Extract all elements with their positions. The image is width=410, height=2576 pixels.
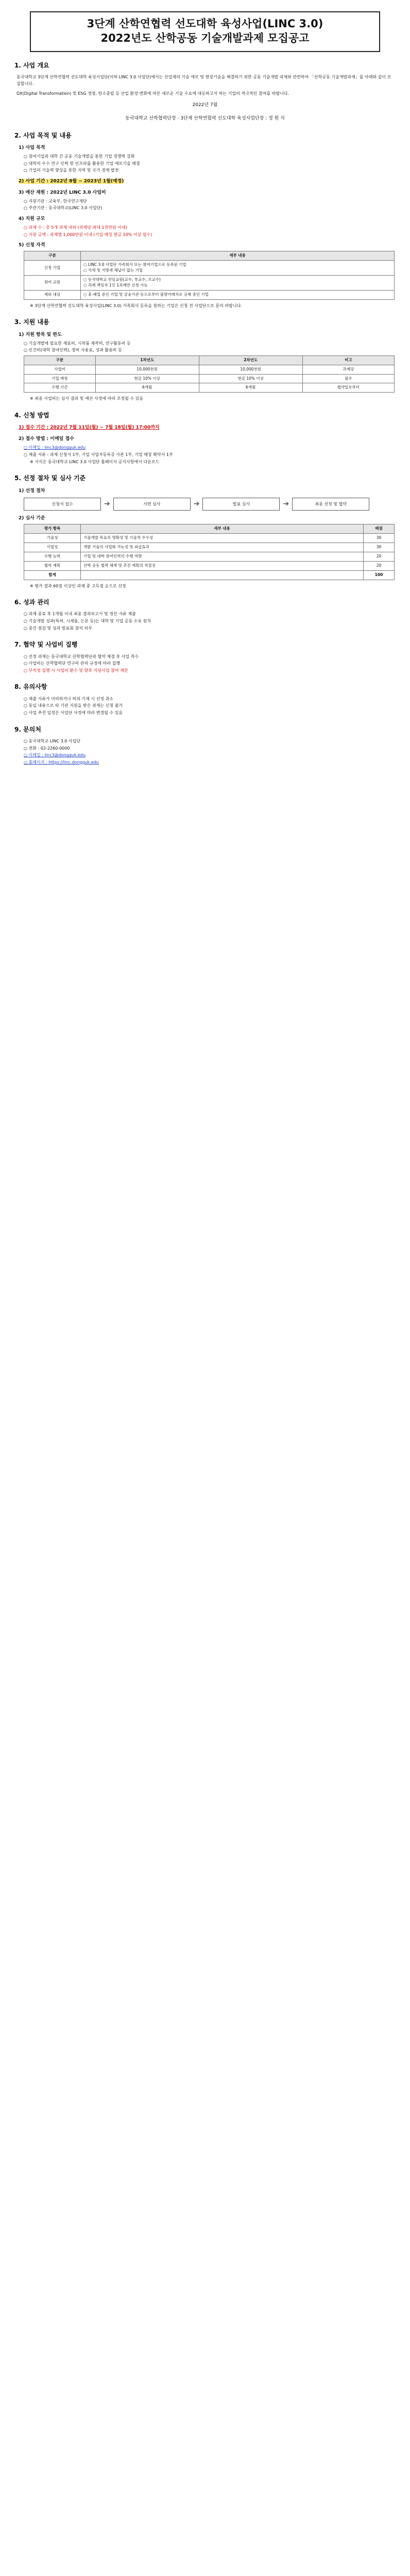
title-line-2: 2022년도 산학공동 기술개발과제 모집공고 <box>100 32 310 45</box>
table-row <box>24 290 395 299</box>
table-cell: 수행 기간 <box>24 383 96 393</box>
support-table <box>24 355 395 393</box>
table-row <box>24 374 395 383</box>
table-row <box>24 275 395 290</box>
submission-email-link[interactable]: ○ 이메일 : linc3@dongguk.edu <box>24 445 86 450</box>
table-header: 1차년도 <box>95 355 199 365</box>
table-cell: 사업성 <box>24 543 81 552</box>
table-cell <box>81 570 364 580</box>
section-5-heading: 5. 선정 절차 및 심사 기준 <box>14 474 86 482</box>
table-cell: ○ 휴·폐업 중인 기업 및 금융기관 등으로부터 불량거래처로 규제 중인 기업 <box>81 290 395 299</box>
table-cell: 20 <box>364 561 395 570</box>
table-cell: ○ LINC 3.0 사업단 가족회사 또는 참여기업으로 등록된 기업 ○ 국세 및 지방세 체납이 없는 기업 <box>81 261 395 276</box>
table-header: 비고 <box>302 355 394 365</box>
table-header: 배점 <box>364 524 395 534</box>
table-header: 구분 <box>24 251 81 261</box>
table-row <box>24 552 395 561</box>
table-cell: 100 <box>364 570 395 580</box>
section-4-heading: 4. 신청 방법 <box>14 411 49 419</box>
table-cell: ○ 동국대학교 전임교원(교수, 부교수, 조교수) ○ 과제 책임자 1인 1과제만 신청 가능 <box>81 275 395 290</box>
selection-flow <box>24 498 396 511</box>
section-1-paragraph-1: 동국대학교 3단계 산학연협력 선도대학 육성사업단(이하 LINC 3.0 사업단)에서는 산업체의 기술 애로 및 현장기술을 해결하기 위한 공동 기술개발 과제와 관련하여 「산학공동 기술개발과제」를 아래와 같이 모집합니다. <box>16 75 391 86</box>
contact-email-link[interactable]: ○ 이메일 : linc3@dongguk.edu <box>24 753 86 758</box>
table-cell: 10,000천원 <box>199 365 302 374</box>
flow-step: 발표 심사 <box>202 498 280 511</box>
section-1-paragraph-2: DX(Digital Transformation) 및 ESG 경영, 탄소중립 등 산업 환경 변화에 따른 새로운 기술 수요에 대응하고자 하는 기업의 적극적인 참여를 바랍니다. <box>16 91 289 96</box>
table-header: 구분 <box>24 355 96 365</box>
table-row <box>24 543 395 552</box>
flow-step: 신청서 접수 <box>24 498 101 511</box>
homepage-link[interactable]: ○ 홈페이지 : https://linc.dongguk.edu <box>24 759 99 765</box>
table-row <box>24 261 395 276</box>
section-8-heading: 8. 유의사항 <box>14 683 47 691</box>
agreement-item: ○ 부적정 집행 시 사업비 환수 및 향후 지원사업 참여 제한 <box>24 668 128 673</box>
submission-period-text: 1) 접수 기간 : 2022년 7월 11일(월) ~ 7월 18일(월) 17:00까지 <box>19 425 160 431</box>
evaluation-heading: 2) 심사 기준 <box>19 516 45 521</box>
evaluation-note: ※ 평가 결과 60점 이상인 과제 중 고득점 순으로 선정 <box>30 583 126 588</box>
table-cell: 참여 교원 <box>24 275 81 290</box>
scale-heading: 4) 지원 규모 <box>19 216 45 222</box>
table-cell: 협약일로부터 <box>302 383 394 393</box>
table-cell: 6개월 <box>199 383 302 393</box>
arrow-right-icon: ➔ <box>104 500 110 509</box>
outcome-item: ○ 과제 종료 후 1개월 이내 최종 결과보고서 및 정산 서류 제출 <box>24 612 136 617</box>
table-row <box>24 383 395 393</box>
evaluation-table <box>24 524 395 580</box>
period-heading <box>19 178 396 185</box>
budget-item: ○ 주관기관 : 동국대학교(LINC 3.0 사업단) <box>24 206 102 211</box>
table-cell: 필수 <box>302 374 394 383</box>
outcome-item: ○ 기술개발 성과(특허, 시제품, 논문 등)는 대학 및 기업 공동 소유 원칙 <box>24 619 151 624</box>
budget-item: ○ 지원기관 : 교육부, 한국연구재단 <box>24 198 87 204</box>
contact-item: ○ 전화 : 02-2260-0000 <box>24 745 70 751</box>
table-cell: 기술개발 목표의 명확성 및 기술적 우수성 <box>81 534 364 543</box>
announcement-date: 2022년 7월 <box>192 103 218 108</box>
table-row <box>24 534 395 543</box>
table-header: 세부 내용 <box>81 251 395 261</box>
submission-method: 2) 접수 방법 : 이메일 접수 <box>19 436 74 442</box>
caution-item: ○ 동일 내용으로 타 기관 지원을 받은 과제는 신청 불가 <box>24 703 123 708</box>
scale-item: ○ 과제 수 : 총 5개 과제 내외 (과제당 최대 1천만원 이내) <box>24 225 127 230</box>
budget-heading: 3) 예산 재원 : 2022년 LINC 3.0 사업비 <box>19 190 106 195</box>
table-cell: 수행 능력 <box>24 552 81 561</box>
table-row <box>24 365 395 374</box>
table-cell: 30 <box>364 534 395 543</box>
table-cell: 과제당 <box>302 365 394 374</box>
support-item: ○ 기술개발에 필요한 재료비, 시작품 제작비, 연구활동비 등 <box>24 341 131 346</box>
table-cell: 기업 및 대학 참여인력의 수행 역량 <box>81 552 364 561</box>
title-box <box>30 11 380 52</box>
agreement-item: ○ 사업비는 산학협력단 연구비 관리 규정에 따라 집행 <box>24 661 121 666</box>
table-cell: 현금 10% 이상 <box>95 374 199 383</box>
support-item: ○ 인건비(대학 참여인력), 장비 사용료, 성과 활용비 등 <box>24 348 122 353</box>
selection-process-heading: 1) 선정 절차 <box>19 488 45 494</box>
table-row <box>24 561 395 570</box>
outcome-item: ○ 중간 점검 및 성과 발표회 참석 의무 <box>24 625 92 631</box>
arrow-right-icon: ➔ <box>193 500 200 509</box>
contact-email <box>24 752 396 758</box>
section-6-heading: 6. 성과 관리 <box>14 599 49 606</box>
table-cell: 현금 10% 이상 <box>199 374 302 383</box>
submission-email <box>24 445 396 451</box>
table-cell: 10,000천원 <box>95 365 199 374</box>
period-text: 2) 사업 기간 : 2022년 8월 ~ 2023년 1월(예정) <box>19 178 124 184</box>
table-cell: 협력 계획 <box>24 561 81 570</box>
table-cell: 개발 기술의 사업화 가능성 및 파급효과 <box>81 543 364 552</box>
table-cell: 제외 대상 <box>24 290 81 299</box>
submission-docs: ○ 제출 서류 : 과제 신청서 1부, 기업 사업자등록증 사본 1부, 기업 매칭 확약서 1부 <box>24 452 173 457</box>
eligibility-table <box>24 251 395 299</box>
section-3-heading: 3. 지원 내용 <box>14 318 49 326</box>
table-header: 세부 내용 <box>81 524 364 534</box>
purpose-item: ○ 기업의 기술력 향상을 통한 지역 및 국가 경제 발전 <box>24 168 119 173</box>
purpose-item: ○ 참여기업과 대학 간 공동 기술개발을 통한 기업 경쟁력 강화 <box>24 154 135 159</box>
submission-period <box>19 425 396 431</box>
contact-homepage <box>24 759 396 766</box>
arrow-right-icon: ➔ <box>283 500 289 509</box>
table-cell: 6개월 <box>95 383 199 393</box>
agreement-item: ○ 선정 과제는 동국대학교 산학협력단과 협약 체결 후 사업 착수 <box>24 654 139 659</box>
table-cell: 20 <box>364 552 395 561</box>
table-cell: 합계 <box>24 570 81 580</box>
section-2-heading: 2. 사업 목적 및 내용 <box>14 131 72 139</box>
contact-item: ○ 동국대학교 LINC 3.0 사업단 <box>24 739 81 743</box>
section-1-heading: 1. 사업 개요 <box>14 61 49 69</box>
table-cell: 30 <box>364 543 395 552</box>
table-cell: 신청 기업 <box>24 261 81 276</box>
flow-step: 서면 심사 <box>113 498 191 511</box>
purpose-heading: 1) 사업 목적 <box>19 145 45 150</box>
scale-item: ○ 지원 금액 : 과제별 1,000만원 이내 (기업 매칭 현금 10% 이상 필수) <box>24 232 152 237</box>
table-cell: 기업 매칭 <box>24 374 96 383</box>
table-cell: 산학 공동 협력 체계 및 추진 계획의 적절성 <box>81 561 364 570</box>
section-9-heading: 9. 문의처 <box>14 725 41 733</box>
support-items-heading: 1) 지원 항목 및 한도 <box>19 332 62 337</box>
table-row <box>24 570 395 580</box>
eligibility-heading: 5) 신청 자격 <box>19 243 45 248</box>
table-cell: 기술성 <box>24 534 81 543</box>
table-cell: 사업비 <box>24 365 96 374</box>
submission-note: ※ 서식은 동국대학교 LINC 3.0 사업단 홈페이지 공지사항에서 다운로드 <box>30 459 160 464</box>
support-note: ※ 최종 사업비는 심사 결과 및 예산 사정에 따라 조정될 수 있음 <box>30 396 144 401</box>
document-page <box>0 0 410 787</box>
section-7-heading: 7. 협약 및 사업비 집행 <box>14 641 78 649</box>
caution-item: ○ 제출 서류가 미비하거나 허위 기재 시 선정 취소 <box>24 696 114 701</box>
table-header: 평가 항목 <box>24 524 81 534</box>
caution-item: ○ 사업 추진 일정은 사업단 사정에 따라 변경될 수 있음 <box>24 710 123 716</box>
flow-step: 최종 선정 및 협약 <box>292 498 369 511</box>
title-line-1: 3단계 산학연협력 선도대학 육성사업(LINC 3.0) <box>87 18 323 30</box>
table-header: 2차년도 <box>199 355 302 365</box>
issuing-organization: 동국대학교 산학협력단장 · 3단계 산학연협력 선도대학 육성사업단장 : 정 원 식 <box>125 115 285 121</box>
eligibility-note: ※ 3단계 산학연협력 선도대학 육성사업(LINC 3.0) 가족회사 등록을 원하는 기업은 신청 전 사업단으로 문의 바랍니다. <box>30 303 242 308</box>
purpose-item: ○ 대학의 우수 연구 인력 및 인프라를 활용한 기업 애로기술 해결 <box>24 161 140 166</box>
